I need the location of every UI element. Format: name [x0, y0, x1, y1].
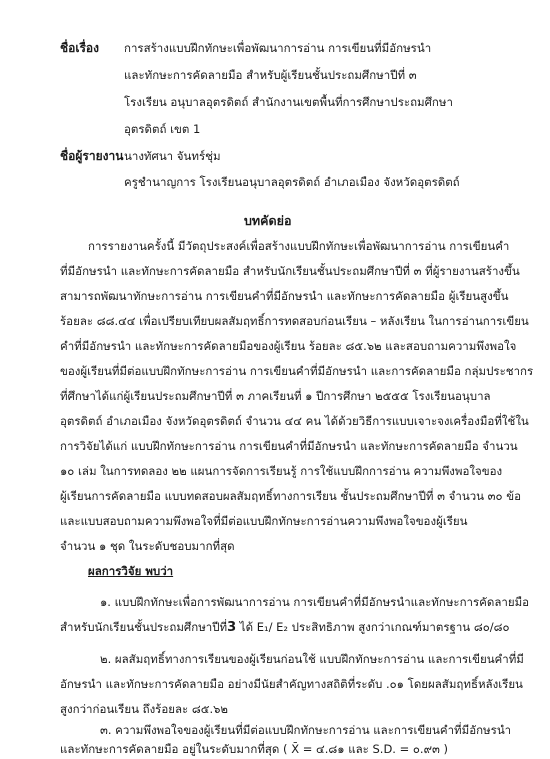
result-1-suffix: ได้ E₁/ E₂ ประสิทธิภาพ สูงกว่าเกณฑ์มาตรฐาน ๘๐/๘๐ — [236, 620, 510, 634]
abstract-line: การวิจัยได้แก่ แบบฝึกทักษะการอ่าน การเขียนคำที่มีอักษรนำ และทักษะการคัดลายมือ จำนวน — [60, 439, 518, 453]
abstract-line: อุตรดิตถ์ อำเภอเมือง จังหวัดอุตรดิตถ์ จำนวน ๔๔ คน ได้ด้วยวิธีการแบบเจาะจงเครื่องมือที่ใช้ใน — [60, 414, 529, 428]
result-3-line-2: และทักษะการคัดลายมือ อยู่ในระดับมากที่สุด ( X̄ = ๔.๘๑ และ S.D. = ๐.๙๓ ) — [60, 742, 449, 756]
abstract-line: ของผู้เรียนที่มีต่อแบบฝึกทักษะการอ่าน การเขียนคำที่มีอักษรนำ และการคัดลายมือ กลุ่มประชากร — [60, 364, 534, 378]
result-1-grade-number: 3 — [227, 620, 237, 635]
result-2-line-1: ๒. ผลสัมฤทธิ์ทางการเรียนของผู้เรียนก่อนใช้ แบบฝึกทักษะการอ่าน และการเขียนคำที่มี — [100, 652, 524, 666]
result-1-line-1: ๑. แบบฝึกทักษะเพื่อการพัฒนาการอ่าน การเขียนคำที่มีอักษรนำและทักษะการคัดลายมือ — [100, 595, 530, 609]
subject-line-2: และทักษะการคัดลายมือ สำหรับผู้เรียนชั้นประถมศึกษาปีที่ ๓ — [124, 68, 417, 82]
abstract-title: บทคัดย่อ — [244, 213, 292, 228]
abstract-line: ร้อยละ ๘๘.๔๔ เพื่อเปรียบเทียบผลสัมฤทธิ์การทดสอบก่อนเรียน – หลังเรียน ในการอ่านการเขียน — [60, 314, 529, 328]
abstract-line: ๑๐ เล่ม ในการทดลอง ๒๒ แผนการจัดการเรียนรู้ การใช้แบบฝึกการอ่าน ความพึงพอใจของ — [60, 464, 503, 478]
abstract-line: จำนวน ๑ ชุด ในระดับชอบมากที่สุด — [60, 539, 235, 553]
result-3-line-1: ๓. ความพึงพอใจของผู้เรียนที่มีต่อแบบฝึกทักษะการอ่าน และการเขียนคำที่มีอักษรนำ — [100, 723, 512, 737]
results-heading: ผลการวิจัย พบว่า — [88, 564, 174, 578]
reporter-name: นางทัศนา จันทร์ชุ่ม — [124, 149, 221, 163]
abstract-line: และแบบสอบถามความพึงพอใจที่มีต่อแบบฝึกทักษะการอ่านความพึงพอใจของผู้เรียน — [60, 514, 468, 528]
abstract-line: คำที่มีอักษรนำ และทักษะการคัดลายมือของผู้เรียน ร้อยละ ๘๕.๖๒ และสอบถามความพึงพอใจ — [60, 339, 517, 353]
result-1-prefix: สำหรับนักเรียนชั้นประถมศึกษาปีที่ — [60, 620, 228, 634]
result-2-line-2: อักษรนำ และทักษะการคัดลายมือ อย่างมีนัยสำคัญทางสถิติที่ระดับ .๐๑ โดยผลสัมฤทธิ์หลังเรียน — [60, 677, 523, 691]
reporter-label: ชื่อผู้รายงาน — [60, 149, 124, 163]
abstract-line: สามารถพัฒนาทักษะการอ่าน การเขียนคำที่มีอักษรนำ และทักษะการคัดลายมือ ผู้เรียนสูงขึ้น — [60, 289, 509, 303]
abstract-line: ผู้เรียนการคัดลายมือ แบบทดสอบผลสัมฤทธิ์ทางการเรียน ชั้นประถมศึกษาปีที่ ๓ จำนวน ๓๐ ข้อ — [60, 489, 521, 503]
result-1-line-2 — [60, 619, 509, 636]
subject-label: ชื่อเรื่อง — [60, 41, 99, 55]
abstract-line: ที่มีอักษรนำ และทักษะการคัดลายมือ สำหรับนักเรียนชั้นประถมศึกษาปีที่ ๓ ที่ผู้รายงานสร้างขึ้น — [60, 264, 520, 278]
result-2-line-3: สูงกว่าก่อนเรียน ถึงร้อยละ ๘๕.๖๒ — [60, 702, 228, 716]
reporter-position: ครูชำนาญการ โรงเรียนอนุบาลอุตรดิตถ์ อำเภอเมือง จังหวัดอุตรดิตถ์ — [124, 175, 460, 189]
abstract-line: ที่ศึกษาได้แก่ผู้เรียนประถมศึกษาปีที่ ๓ ภาคเรียนที่ ๑ ปีการศึกษา ๒๕๕๕ โรงเรียนอนุบาล — [60, 389, 491, 403]
abstract-line: การรายงานครั้งนี้ มีวัตถุประสงค์เพื่อสร้างแบบฝึกทักษะเพื่อพัฒนาการอ่าน การเขียนคำ — [88, 239, 510, 253]
subject-line-1: การสร้างแบบฝึกทักษะเพื่อพัฒนาการอ่าน การเขียนที่มีอักษรนำ — [124, 41, 432, 55]
subject-line-3: โรงเรียน อนุบาลอุตรดิตถ์ สำนักงานเขตพื้นที่การศึกษาประถมศึกษา — [124, 95, 453, 109]
subject-line-4: อุตรดิตถ์ เขต 1 — [124, 122, 201, 136]
